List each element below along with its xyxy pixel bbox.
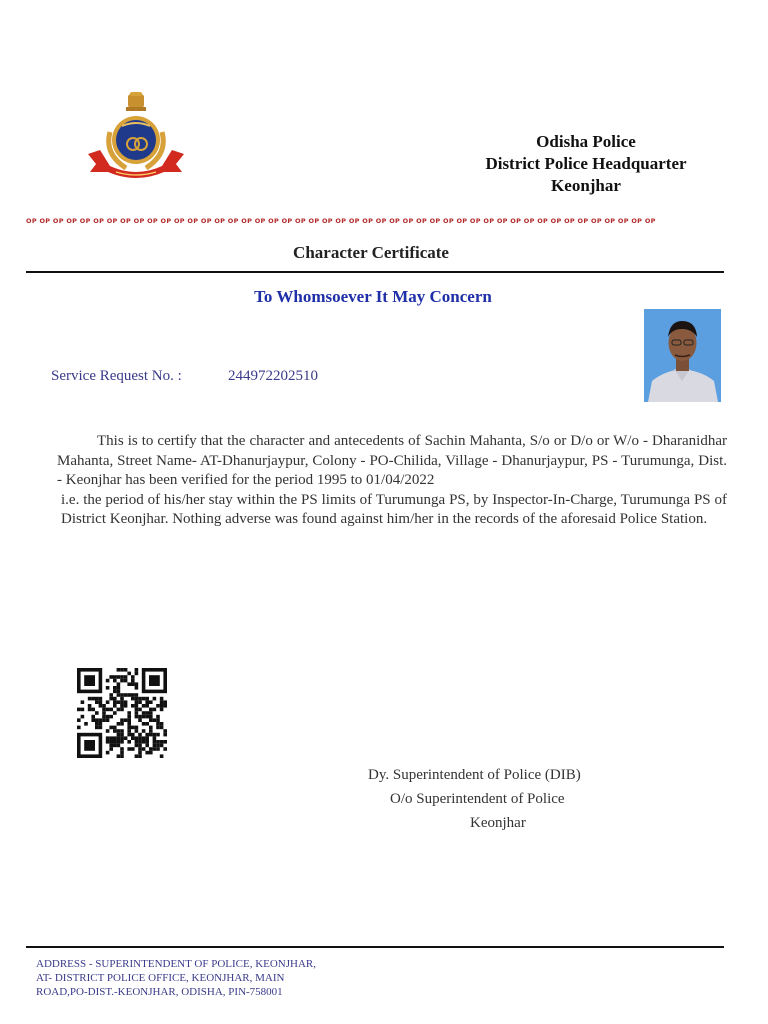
qr-module [145, 740, 149, 744]
qr-module [135, 704, 139, 708]
qr-module [99, 700, 103, 704]
qr-module [145, 751, 149, 755]
qr-module [106, 708, 110, 712]
qr-module [127, 747, 131, 751]
qr-module [95, 726, 99, 730]
qr-module [113, 744, 117, 748]
qr-module [91, 708, 95, 712]
decorative-ribbon: OP OP OP OP OP OP OP OP OP OP OP OP OP OP OP OP OP OP OP OP OP OP OP OP OP OP OP OP OP OP OP OP OP OP OP OP OP OP OP OP OP OP OP OP OP OP OP [26, 217, 656, 225]
qr-module [138, 700, 142, 704]
qr-module [120, 729, 124, 733]
qr-module [145, 736, 149, 740]
qr-finder-pattern [149, 675, 160, 686]
qr-module [160, 744, 164, 748]
qr-module [138, 715, 142, 719]
qr-module [117, 682, 121, 686]
qr-module [117, 744, 121, 748]
qr-module [117, 693, 121, 697]
qr-module [160, 708, 164, 712]
qr-module [145, 700, 149, 704]
qr-module [156, 704, 160, 708]
qr-module [135, 686, 139, 690]
qr-module [120, 708, 124, 712]
qr-module [113, 700, 117, 704]
qr-module [106, 718, 110, 722]
qr-module [135, 736, 139, 740]
qr-module [160, 700, 164, 704]
qr-module [135, 693, 139, 697]
qr-module [131, 679, 135, 683]
qr-module [109, 744, 113, 748]
qr-module [135, 715, 139, 719]
qr-module [153, 740, 157, 744]
qr-module [131, 747, 135, 751]
qr-module [99, 722, 103, 726]
qr-module [95, 718, 99, 722]
qr-module [135, 740, 139, 744]
qr-module [127, 711, 131, 715]
qr-module [153, 697, 157, 701]
qr-module [113, 686, 117, 690]
qr-module [142, 747, 146, 751]
qr-module [131, 693, 135, 697]
qr-module [160, 754, 164, 758]
qr-module [160, 722, 164, 726]
qr-module [117, 686, 121, 690]
qr-module [153, 733, 157, 737]
qr-module [109, 697, 113, 701]
address-line-2: AT- DISTRICT POLICE OFFICE, KEONJHAR, MAIN [36, 972, 285, 984]
qr-module [120, 740, 124, 744]
qr-module [142, 729, 146, 733]
qr-module [117, 675, 121, 679]
qr-module [135, 697, 139, 701]
qr-module [117, 729, 121, 733]
qr-module [117, 690, 121, 694]
qr-module [120, 754, 124, 758]
service-request-label: Service Request No. : [51, 368, 182, 384]
qr-module [131, 704, 135, 708]
qr-module [120, 747, 124, 751]
qr-module [145, 711, 149, 715]
signatory-block [300, 763, 684, 835]
qr-module [106, 686, 110, 690]
qr-module [124, 679, 128, 683]
body-paragraph-1: This is to certify that the character and antecedents of Sachin Mahanta, S/o or D/o or W/o - Dharanidhar Mahanta, Street Name- AT-Dhanurjaypur, Colony - PO-Chilida, Village - Dhanurjaypur, PS - Turumunga, Dist. - Keonjhar has been verified for the period 1995 to 01/04/2022 [57, 433, 727, 488]
qr-module [149, 747, 153, 751]
qr-module [117, 740, 121, 744]
qr-module [113, 711, 117, 715]
qr-module [77, 718, 81, 722]
qr-module [156, 744, 160, 748]
qr-module [102, 718, 106, 722]
address-line-3: ROAD,PO-DIST.-KEONJHAR, ODISHA, PIN-758001 [36, 986, 283, 998]
qr-module [120, 693, 124, 697]
qr-module [81, 708, 85, 712]
qr-module [99, 726, 103, 730]
qr-module [113, 675, 117, 679]
qr-module [131, 697, 135, 701]
qr-module [149, 733, 153, 737]
qr-module [127, 722, 131, 726]
qr-module [113, 704, 117, 708]
qr-module [153, 744, 157, 748]
qr-module [131, 675, 135, 679]
qr-module [120, 679, 124, 683]
qr-module [153, 736, 157, 740]
qr-module [163, 729, 167, 733]
qr-module [120, 668, 124, 672]
qr-module [117, 736, 121, 740]
org-name: Odisha Police [536, 132, 636, 151]
qr-module [109, 740, 113, 744]
qr-module [156, 747, 160, 751]
qr-module [138, 708, 142, 712]
qr-module [102, 708, 106, 712]
qr-module [149, 729, 153, 733]
qr-module [156, 722, 160, 726]
qr-module [109, 715, 113, 719]
qr-module [149, 708, 153, 712]
qr-module [106, 751, 110, 755]
qr-module [106, 740, 110, 744]
qr-module [160, 697, 164, 701]
qr-module [84, 722, 88, 726]
qr-module [109, 675, 113, 679]
qr-finder-pattern [84, 675, 95, 686]
qr-module [127, 672, 131, 676]
organization-header [440, 131, 732, 197]
qr-module [163, 747, 167, 751]
qr-module [127, 715, 131, 719]
qr-module [131, 682, 135, 686]
qr-module [113, 690, 117, 694]
qr-module [124, 675, 128, 679]
qr-module [131, 733, 135, 737]
qr-module [88, 708, 92, 712]
qr-finder-pattern [84, 740, 95, 751]
title-divider [26, 271, 724, 273]
qr-module [124, 700, 128, 704]
qr-module [163, 704, 167, 708]
qr-module [131, 726, 135, 730]
qr-module [95, 722, 99, 726]
qr-module [117, 708, 121, 712]
qr-module [120, 700, 124, 704]
qr-module [127, 726, 131, 730]
qr-module [145, 704, 149, 708]
qr-module [113, 697, 117, 701]
qr-module [160, 740, 164, 744]
qr-module [142, 704, 146, 708]
qr-module [135, 726, 139, 730]
footer-divider [26, 946, 724, 948]
qr-module [135, 708, 139, 712]
qr-module [135, 682, 139, 686]
signatory-office: O/o Superintendent of Police [390, 791, 565, 807]
qr-module [163, 733, 167, 737]
qr-module [153, 708, 157, 712]
qr-module [120, 751, 124, 755]
signatory-district: Keonjhar [470, 815, 526, 831]
qr-module [135, 668, 139, 672]
qr-module [135, 700, 139, 704]
address-line-1: ADDRESS - SUPERINTENDENT OF POLICE, KEONJHAR, [36, 958, 317, 970]
qr-module [88, 697, 92, 701]
salutation: To Whomsoever It May Concern [254, 287, 492, 306]
qr-module [117, 700, 121, 704]
qr-module [163, 700, 167, 704]
qr-module [135, 672, 139, 676]
qr-module [113, 729, 117, 733]
qr-module [91, 697, 95, 701]
qr-module [153, 747, 157, 751]
qr-module [138, 751, 142, 755]
qr-module [145, 722, 149, 726]
qr-module [120, 718, 124, 722]
qr-module [142, 711, 146, 715]
qr-module [149, 718, 153, 722]
qr-module [135, 744, 139, 748]
qr-module [106, 736, 110, 740]
certificate-title: Character Certificate [293, 243, 449, 262]
applicant-photo [644, 309, 721, 402]
qr-module [91, 715, 95, 719]
qr-module [149, 751, 153, 755]
certificate-body [57, 432, 727, 530]
qr-module [102, 704, 106, 708]
qr-module [120, 704, 124, 708]
signatory-designation: Dy. Superintendent of Police (DIB) [368, 767, 581, 783]
qr-module [124, 668, 128, 672]
qr-module [135, 729, 139, 733]
qr-module [99, 704, 103, 708]
service-request-number: 244972202510 [228, 368, 318, 384]
qr-module [135, 754, 139, 758]
qr-module [127, 693, 131, 697]
qr-module [156, 726, 160, 730]
odisha-police-emblem-icon [86, 92, 186, 180]
qr-code-icon [76, 668, 168, 758]
qr-module [138, 744, 142, 748]
qr-module [117, 668, 121, 672]
qr-module [138, 697, 142, 701]
qr-module [120, 675, 124, 679]
footer-address [36, 957, 436, 999]
qr-module [120, 697, 124, 701]
qr-module [127, 733, 131, 737]
qr-module [142, 697, 146, 701]
qr-module [120, 733, 124, 737]
qr-module [145, 733, 149, 737]
qr-module [81, 715, 85, 719]
qr-module [145, 744, 149, 748]
qr-module [163, 740, 167, 744]
qr-module [149, 726, 153, 730]
qr-module [149, 711, 153, 715]
qr-module [156, 718, 160, 722]
qr-module [138, 733, 142, 737]
qr-module [124, 736, 128, 740]
qr-module [142, 715, 146, 719]
qr-module [88, 704, 92, 708]
qr-module [117, 722, 121, 726]
qr-module [102, 711, 106, 715]
qr-module [109, 693, 113, 697]
qr-module [109, 708, 113, 712]
qr-module [109, 726, 113, 730]
qr-module [117, 733, 121, 737]
qr-module [149, 700, 153, 704]
qr-module [95, 711, 99, 715]
qr-module [109, 736, 113, 740]
qr-module [117, 754, 121, 758]
qr-module [91, 718, 95, 722]
qr-module [77, 708, 81, 712]
qr-module [120, 736, 124, 740]
qr-module [113, 679, 117, 683]
qr-module [99, 697, 103, 701]
qr-module [149, 715, 153, 719]
qr-module [127, 682, 131, 686]
qr-module [156, 715, 160, 719]
qr-module [142, 736, 146, 740]
qr-module [138, 740, 142, 744]
qr-module [124, 693, 128, 697]
qr-module [106, 729, 110, 733]
qr-module [113, 740, 117, 744]
qr-module [106, 679, 110, 683]
qr-module [120, 722, 124, 726]
qr-module [106, 715, 110, 719]
qr-module [109, 747, 113, 751]
qr-module [127, 729, 131, 733]
qr-module [77, 726, 81, 730]
qr-module [145, 697, 149, 701]
qr-module [138, 754, 142, 758]
qr-module [160, 704, 164, 708]
qr-module [138, 747, 142, 751]
qr-module [131, 736, 135, 740]
hq-name: District Police Headquarter [485, 154, 687, 173]
qr-module [153, 718, 157, 722]
body-paragraph-2: i.e. the period of his/her stay within the PS limits of Turumunga PS, by Inspector-In-Charge, Turumunga PS of District Keonjhar. Nothing adverse was found against him/her in the records of the aforesaid Police Station. [61, 491, 727, 527]
qr-module [138, 718, 142, 722]
qr-module [156, 733, 160, 737]
qr-module [95, 700, 99, 704]
qr-module [127, 740, 131, 744]
qr-module [95, 697, 99, 701]
qr-module [145, 715, 149, 719]
qr-module [106, 700, 110, 704]
qr-module [81, 700, 85, 704]
qr-module [113, 736, 117, 740]
qr-module [156, 740, 160, 744]
qr-module [124, 704, 128, 708]
qr-module [124, 718, 128, 722]
qr-module [127, 718, 131, 722]
qr-module [135, 711, 139, 715]
qr-module [142, 740, 146, 744]
district-name: Keonjhar [551, 176, 621, 195]
qr-module [160, 726, 164, 730]
qr-module [99, 718, 103, 722]
qr-module [138, 736, 142, 740]
qr-module [142, 722, 146, 726]
qr-module [102, 715, 106, 719]
qr-module [113, 726, 117, 730]
